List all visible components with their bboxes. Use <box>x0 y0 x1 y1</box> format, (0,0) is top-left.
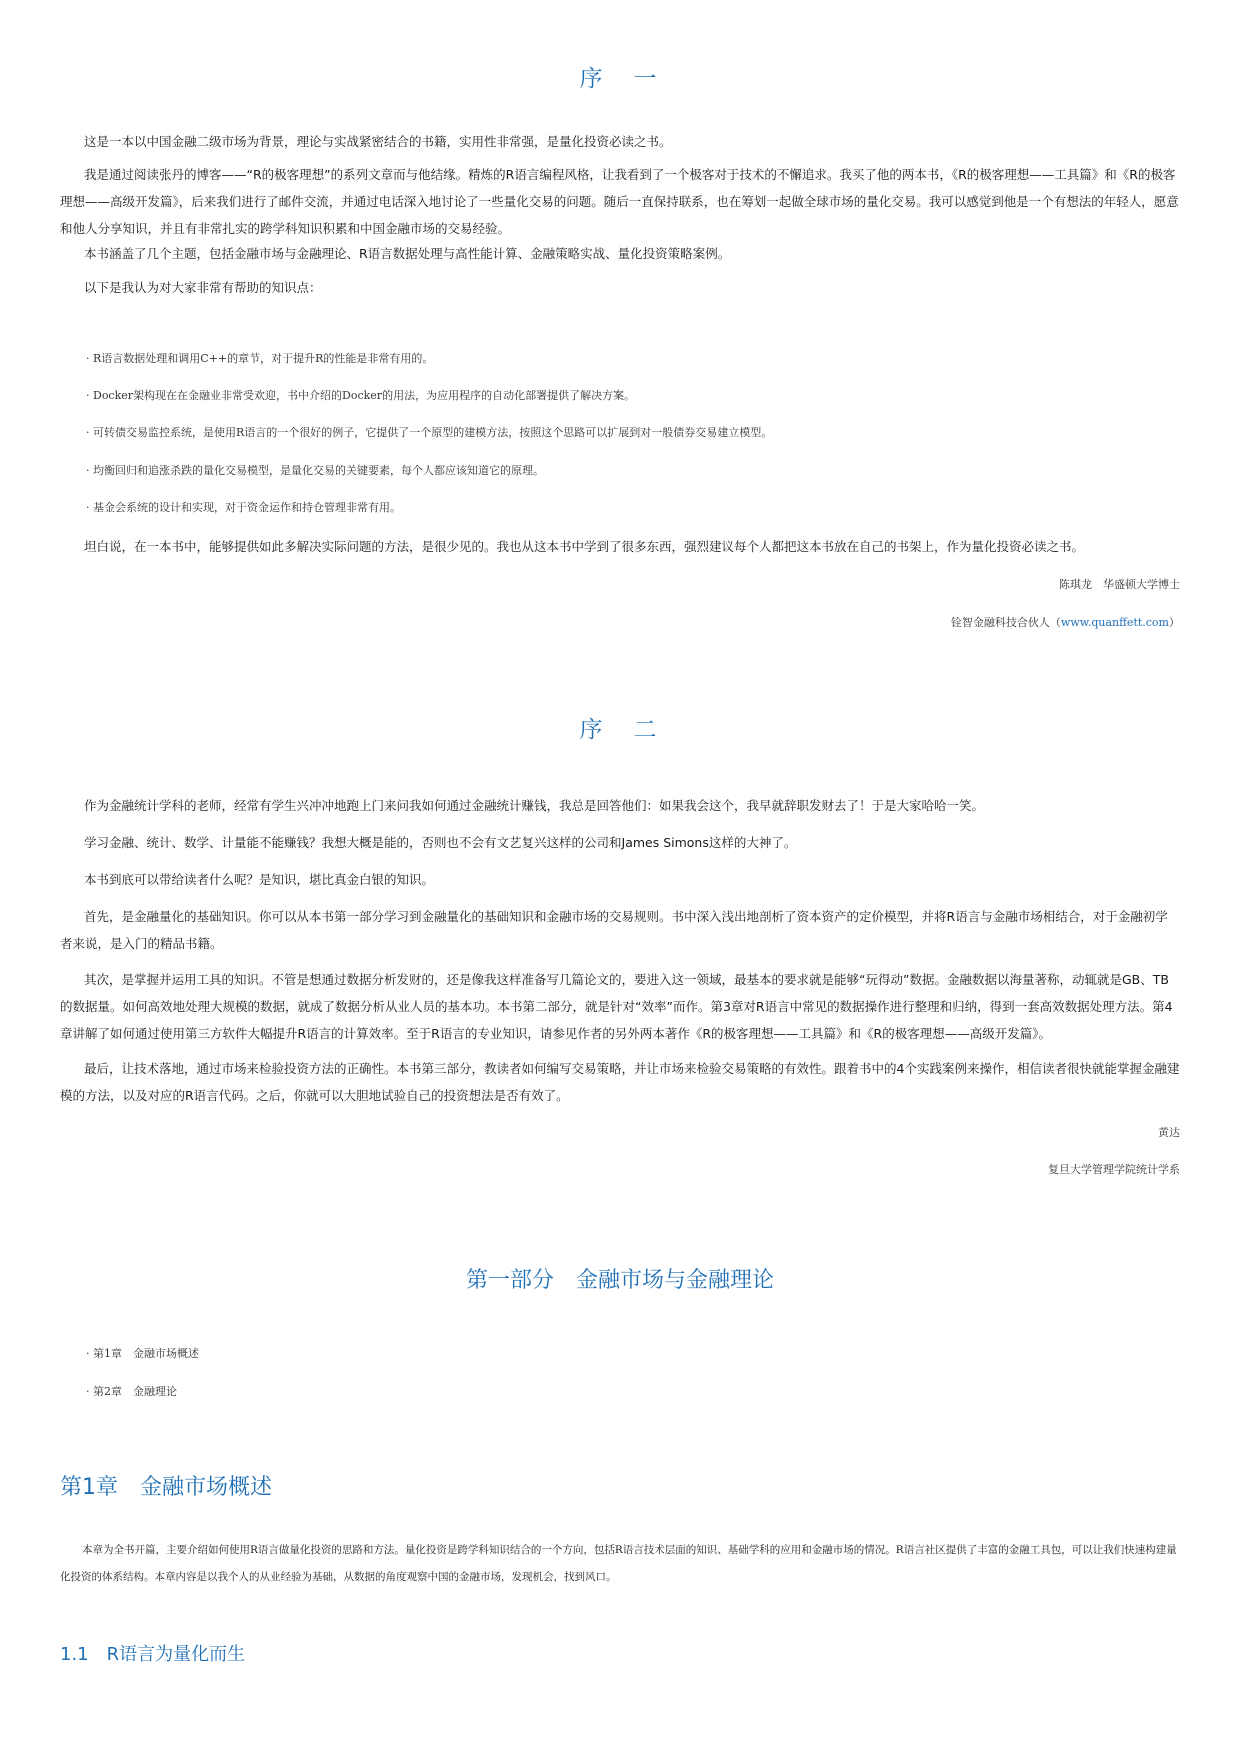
preface2-paragraph: 最后，让技术落地，通过市场来检验投资方法的正确性。本书第三部分，教读者如何编写交易策略，并让市场来检验交易策略的有效性。跟着书中的4个实践案例来操作，相信读者很快就能掌握金融建模的方法，以及对应的R语言代码。之后，你就可以大胆地试验自己的投资想法是否有效了。 <box>60 1061 1180 1103</box>
preface1-bullet: · Docker架构现在在金融业非常受欢迎，书中介绍的Docker的用法，为应用程序的自动化部署提供了解决方案。 <box>86 389 636 402</box>
preface1-title: 序 一 <box>579 66 661 92</box>
preface2-paragraph: 其次，是掌握并运用工具的知识。不管是想通过数据分析发财的，还是像我这样准备写几篇论文的，要进入这一领域，最基本的要求就是能够“玩得动”数据。金融数据以海量著称，动辄就是GB、TB的数据量。如何高效地处理大规模的数据，就成了数据分析从业人员的基本功。本书第二部分，就是针对“效率”而作。第3章对R语言中常见的数据操作进行整理和归纳，得到一套高效数据处理方法。第4章讲解了如何通过使用第三方软件大幅提升R语言的计算效率。至于R语言的专业知识，请参见作者的另外两本著作《R的极客理想——工具篇》和《R的极客理想——高级开发篇》。 <box>60 972 1173 1041</box>
preface1-bullet: · 可转债交易监控系统，是使用R语言的一个很好的例子，它提供了一个原型的建模方法，按照这个思路可以扩展到对一般债券交易建立模型。 <box>86 426 773 439</box>
preface2-signature-org: 复旦大学管理学院统计学系 <box>1048 1163 1180 1176</box>
preface1-bullet: · 基金会系统的设计和实现，对于资金运作和持仓管理非常有用。 <box>86 501 401 514</box>
chapter1-title: 第1章 金融市场概述 <box>60 1475 272 1500</box>
preface1-paragraph: 我是通过阅读张丹的博客——“R的极客理想”的系列文章而与他结缘。精炼的R语言编程风格，让我看到了一个极客对于技术的不懈追求。我买了他的两本书，《R的极客理想——工具篇》和《R的极客理想——高级开发篇》，后来我们进行了邮件交流，并通过电话深入地讨论了一些量化交易的问题。随后一直保持联系，也在筹划一起做全球市场的量化交易。我可以感觉到他是一个有想法的年轻人，愿意和他人分享知识，并且有非常扎实的跨学科知识积累和中国金融市场的交易经验。 <box>60 167 1179 236</box>
preface1-signature-org <box>951 614 1180 630</box>
preface1-bullet: · 均衡回归和追涨杀跌的量化交易模型，是量化交易的关键要素，每个人都应该知道它的原理。 <box>86 464 544 477</box>
preface2-signature-name: 黄达 <box>1158 1126 1180 1139</box>
preface1-paragraph: 这是一本以中国金融二级市场为背景，理论与实战紧密结合的书籍，实用性非常强，是量化投资必读之书。 <box>84 134 672 149</box>
part1-title: 第一部分 金融市场与金融理论 <box>465 1268 774 1293</box>
signature-org-prefix: 铨智金融科技合伙人（ <box>950 616 1061 629</box>
preface2-paragraph: 学习金融、统计、数学、计量能不能赚钱？我想大概是能的，否则也不会有文艺复兴这样的公司和James Simons这样的大神了。 <box>84 835 797 850</box>
signature-org-suffix: ） <box>1169 616 1180 629</box>
preface1-bullet: · R语言数据处理和调用C++的章节，对于提升R的性能是非常有用的。 <box>86 352 434 365</box>
part1-chapter-link[interactable]: · 第2章 金融理论 <box>86 1385 177 1398</box>
preface2-paragraph: 本书到底可以带给读者什么呢？是知识，堪比真金白银的知识。 <box>84 872 435 887</box>
section-1-1-title: 1.1 R语言为量化而生 <box>60 1644 246 1665</box>
preface1-paragraph: 以下是我认为对大家非常有帮助的知识点： <box>84 280 322 295</box>
preface1-closing: 坦白说，在一本书中，能够提供如此多解决实际问题的方法，是很少见的。我也从这本书中学到了很多东西，强烈建议每个人都把这本书放在自己的书架上，作为量化投资必读之书。 <box>84 539 1085 554</box>
preface2-paragraph: 首先，是金融量化的基础知识。你可以从本书第一部分学习到金融量化的基础知识和金融市场的交易规则。书中深入浅出地剖析了资本资产的定价模型，并将R语言与金融市场相结合，对于金融初学者来说，是入门的精品书籍。 <box>60 909 1168 951</box>
preface2-title: 序 二 <box>579 717 661 743</box>
chapter1-intro: 本章为全书开篇，主要介绍如何使用R语言做量化投资的思路和方法。量化投资是跨学科知识结合的一个方向，包括R语言技术层面的知识、基础学科的应用和金融市场的情况。R语言社区提供了丰富的金融工具包，可以让我们快速构建量化投资的体系结构。本章内容是以我个人的从业经验为基础，从数据的角度观察中国的金融市场，发现机会，找到风口。 <box>60 1544 1177 1583</box>
preface1-paragraph: 本书涵盖了几个主题，包括金融市场与金融理论、R语言数据处理与高性能计算、金融策略实战、量化投资策略案例。 <box>84 246 731 261</box>
preface1-signature-name: 陈琪龙 华盛顿大学博士 <box>1059 578 1180 591</box>
quanffett-link[interactable]: www.quanffett.com <box>1060 616 1169 629</box>
part1-chapter-link[interactable]: · 第1章 金融市场概述 <box>86 1347 199 1360</box>
preface2-paragraph: 作为金融统计学科的老师，经常有学生兴冲冲地跑上门来问我如何通过金融统计赚钱，我总是回答他们：如果我会这个，我早就辞职发财去了！于是大家哈哈一笑。 <box>84 798 985 813</box>
